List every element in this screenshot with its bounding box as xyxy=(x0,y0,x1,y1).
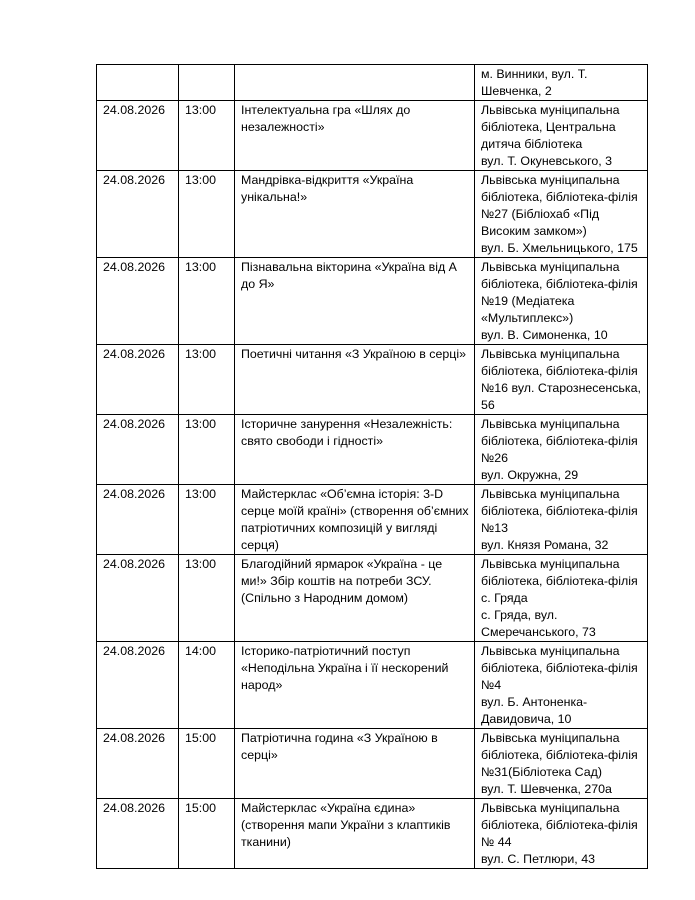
venue-line: вул. Князя Романа, 32 xyxy=(481,538,609,552)
venue-line: Львівська муніципальна бібліотека, бібліотека-філія №13 xyxy=(481,487,638,535)
venue-line: Львівська муніципальна бібліотека, бібліотека-філія №27 (Бібліохаб «Під Високим замком») xyxy=(481,173,638,238)
date-cell: 24.08.2026 xyxy=(97,729,179,799)
table-row xyxy=(97,555,648,642)
venue-cell xyxy=(475,65,648,101)
venue-line: вул. Т. Шевченка, 270а xyxy=(481,782,612,796)
time-cell: 13:00 xyxy=(179,415,235,485)
date-cell: 24.08.2026 xyxy=(97,258,179,345)
venue-cell xyxy=(475,642,648,729)
venue-line: с. Гряда, вул. Смеречанського, 73 xyxy=(481,608,596,639)
time-cell: 13:00 xyxy=(179,345,235,415)
table-row xyxy=(97,485,648,555)
date-cell: 24.08.2026 xyxy=(97,415,179,485)
events-table-body xyxy=(97,65,648,869)
venue-line: вул. С. Петлюри, 43 xyxy=(481,852,595,866)
venue-line: вул. Б. Антоненка-Давидовича, 10 xyxy=(481,695,588,726)
venue-line: Львівська муніципальна бібліотека, бібліотека-філія №31(Бібліотека Сад) xyxy=(481,731,638,779)
event-cell: Майстерклас «Об’ємна історія: 3-D серце моїй країні» (створення об’ємних патріотичних композицій у вигляді серця) xyxy=(235,485,475,555)
date-cell: 24.08.2026 xyxy=(97,101,179,171)
date-cell: 24.08.2026 xyxy=(97,171,179,258)
venue-cell xyxy=(475,799,648,869)
venue-line: вул. Б. Хмельницького, 175 xyxy=(481,241,638,255)
time-cell: 13:00 xyxy=(179,101,235,171)
venue-line: Львівська муніципальна бібліотека, бібліотека-філія №16 вул. Старознесенська, 56 xyxy=(481,347,641,412)
time-cell xyxy=(179,65,235,101)
venue-cell xyxy=(475,258,648,345)
event-cell: Історичне занурення «Незалежність: свято свободи і гідності» xyxy=(235,415,475,485)
venue-line: Львівська муніципальна бібліотека, бібліотека-філія №26 xyxy=(481,417,638,465)
venue-line: Львівська муніципальна бібліотека, бібліотека-філія с. Гряда xyxy=(481,557,638,605)
venue-cell xyxy=(475,729,648,799)
table-row xyxy=(97,171,648,258)
venue-line: м. Винники, вул. Т. Шевченка, 2 xyxy=(481,67,588,98)
events-table xyxy=(96,64,648,869)
event-cell: Історико-патріотичний поступ «Неподільна Україна і її нескорений народ» xyxy=(235,642,475,729)
event-cell: Поетичні читання «З Україною в серці» xyxy=(235,345,475,415)
venue-cell xyxy=(475,101,648,171)
date-cell: 24.08.2026 xyxy=(97,485,179,555)
venue-line: вул. В. Симоненка, 10 xyxy=(481,328,608,342)
time-cell: 13:00 xyxy=(179,171,235,258)
table-row xyxy=(97,729,648,799)
table-row xyxy=(97,101,648,171)
time-cell: 13:00 xyxy=(179,555,235,642)
venue-cell xyxy=(475,345,648,415)
event-cell xyxy=(235,65,475,101)
time-cell: 14:00 xyxy=(179,642,235,729)
event-cell: Пізнавальна вікторина «Україна від А до Я» xyxy=(235,258,475,345)
table-row xyxy=(97,345,648,415)
event-cell: Майстерклас «Україна єдина» (створення мапи України з клаптиків тканини) xyxy=(235,799,475,869)
date-cell: 24.08.2026 xyxy=(97,345,179,415)
event-cell: Патріотична година «З Україною в серці» xyxy=(235,729,475,799)
table-row xyxy=(97,799,648,869)
time-cell: 13:00 xyxy=(179,485,235,555)
venue-line: Львівська муніципальна бібліотека, бібліотека-філія № 44 xyxy=(481,801,638,849)
date-cell xyxy=(97,65,179,101)
venue-line: Львівська муніципальна бібліотека, бібліотека-філія №4 xyxy=(481,644,638,692)
venue-line: Львівська муніципальна бібліотека, Центральна дитяча бібліотека xyxy=(481,103,620,151)
table-row xyxy=(97,258,648,345)
table-row xyxy=(97,415,648,485)
venue-cell xyxy=(475,171,648,258)
venue-line: Львівська муніципальна бібліотека, бібліотека-філія №19 (Медіатека «Мультиплекс») xyxy=(481,260,638,325)
time-cell: 15:00 xyxy=(179,729,235,799)
event-cell: Інтелектуальна гра «Шлях до незалежності» xyxy=(235,101,475,171)
venue-cell xyxy=(475,415,648,485)
venue-line: вул. Т. Окуневського, 3 xyxy=(481,154,613,168)
date-cell: 24.08.2026 xyxy=(97,555,179,642)
time-cell: 13:00 xyxy=(179,258,235,345)
date-cell: 24.08.2026 xyxy=(97,642,179,729)
event-cell: Мандрівка-відкриття «Україна унікальна!» xyxy=(235,171,475,258)
time-cell: 15:00 xyxy=(179,799,235,869)
venue-cell xyxy=(475,485,648,555)
venue-cell xyxy=(475,555,648,642)
event-cell: Благодійний ярмарок «Україна - це ми!» Збір коштів на потреби ЗСУ. (Спільно з Народним домом) xyxy=(235,555,475,642)
table-row xyxy=(97,65,648,101)
table-row xyxy=(97,642,648,729)
date-cell: 24.08.2026 xyxy=(97,799,179,869)
venue-line: вул. Окружна, 29 xyxy=(481,468,579,482)
